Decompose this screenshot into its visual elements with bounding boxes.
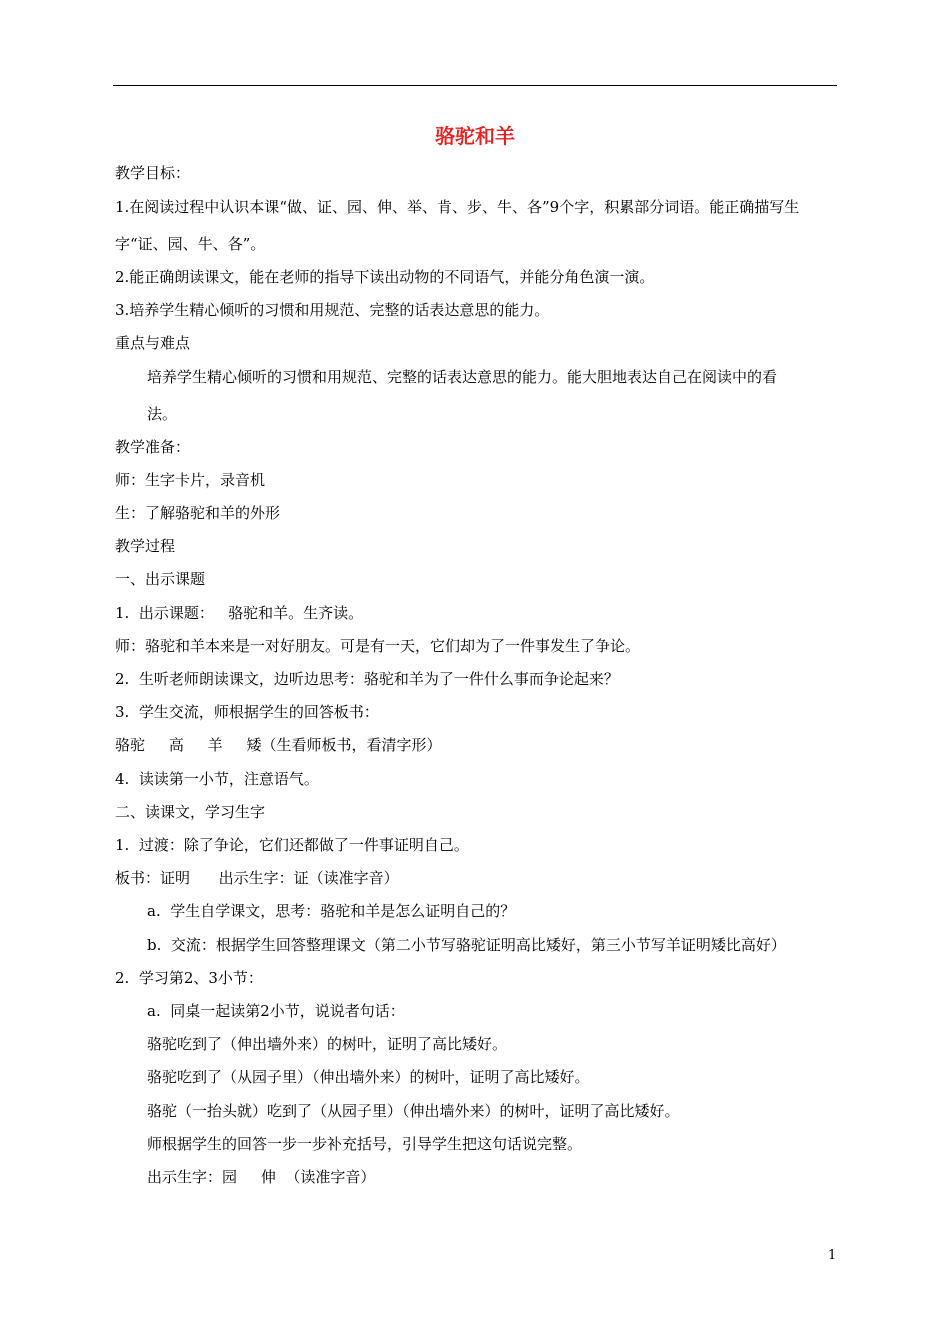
body-line: 1. 出示课题： 骆驼和羊。生齐读。 bbox=[115, 604, 364, 622]
body-line: 出示生字：园 伸 （读准字音） bbox=[147, 1168, 376, 1186]
body-line: 法。 bbox=[147, 405, 178, 423]
body-line: 一、出示课题 bbox=[115, 570, 206, 588]
body-line: 重点与难点 bbox=[115, 334, 191, 352]
body-line: 1. 过渡：除了争论，它们还都做了一件事证明自己。 bbox=[115, 836, 469, 854]
body-line: 教学目标： bbox=[115, 164, 191, 182]
body-line: 教学过程 bbox=[115, 537, 176, 555]
body-line: 骆驼吃到了（从园子里）（伸出墙外来）的树叶，证明了高比矮好。 bbox=[147, 1068, 590, 1086]
body-line: 培养学生精心倾听的习惯和用规范、完整的话表达意思的能力。能大胆地表达自己在阅读中的看 bbox=[147, 368, 778, 386]
body-line: 师：生字卡片，录音机 bbox=[115, 471, 266, 489]
document-title: 骆驼和羊 bbox=[435, 124, 515, 148]
body-line: 二、读课文，学习生字 bbox=[115, 803, 266, 821]
body-line: 师：骆驼和羊本来是一对好朋友。可是有一天，它们却为了一件事发生了争论。 bbox=[115, 637, 641, 655]
body-line: 生：了解骆驼和羊的外形 bbox=[115, 504, 281, 522]
body-line: 字“证、园、牛、各”。 bbox=[115, 235, 266, 253]
header-rule bbox=[113, 85, 837, 86]
body-line: 3.培养学生精心倾听的习惯和用规范、完整的话表达意思的能力。 bbox=[115, 301, 550, 319]
body-line: 2. 生听老师朗读课文，边听边思考：骆驼和羊为了一件什么事而争论起来？ bbox=[115, 670, 619, 688]
body-line: 2. 学习第2、3小节： bbox=[115, 969, 263, 987]
body-line: 骆驼（一抬头就）吃到了（从园子里）（伸出墙外来）的树叶，证明了高比矮好。 bbox=[147, 1102, 680, 1120]
body-line: a. 学生自学课文，思考：骆驼和羊是怎么证明自己的？ bbox=[147, 902, 516, 920]
body-line: 教学准备： bbox=[115, 438, 191, 456]
body-line: b. 交流：根据学生回答整理课文（第二小节写骆驼证明高比矮好，第三小节写羊证明矮比高好） bbox=[147, 936, 786, 954]
body-line: 骆驼吃到了（伸出墙外来）的树叶，证明了高比矮好。 bbox=[147, 1035, 508, 1053]
body-line: 2.能正确朗读课文，能在老师的指导下读出动物的不同语气，并能分角色演一演。 bbox=[115, 268, 655, 286]
page-number: 1 bbox=[828, 1248, 837, 1263]
body-line: 4. 读读第一小节，注意语气。 bbox=[115, 770, 319, 788]
body-line: a. 同桌一起读第2小节，说说者句话： bbox=[147, 1002, 405, 1020]
body-line: 骆驼 高 羊 矮（生看师板书，看清字形） bbox=[115, 736, 442, 754]
body-line: 3. 学生交流，师根据学生的回答板书： bbox=[115, 703, 379, 721]
body-line: 1.在阅读过程中认识本课“做、证、园、伸、举、肯、步、牛、各”9个字，积累部分词语。能正确描写生 bbox=[115, 198, 800, 216]
body-line: 师根据学生的回答一步一步补充括号，引导学生把这句话说完整。 bbox=[147, 1135, 583, 1153]
body-line: 板书：证明 出示生字：证（读准字音） bbox=[115, 869, 399, 887]
